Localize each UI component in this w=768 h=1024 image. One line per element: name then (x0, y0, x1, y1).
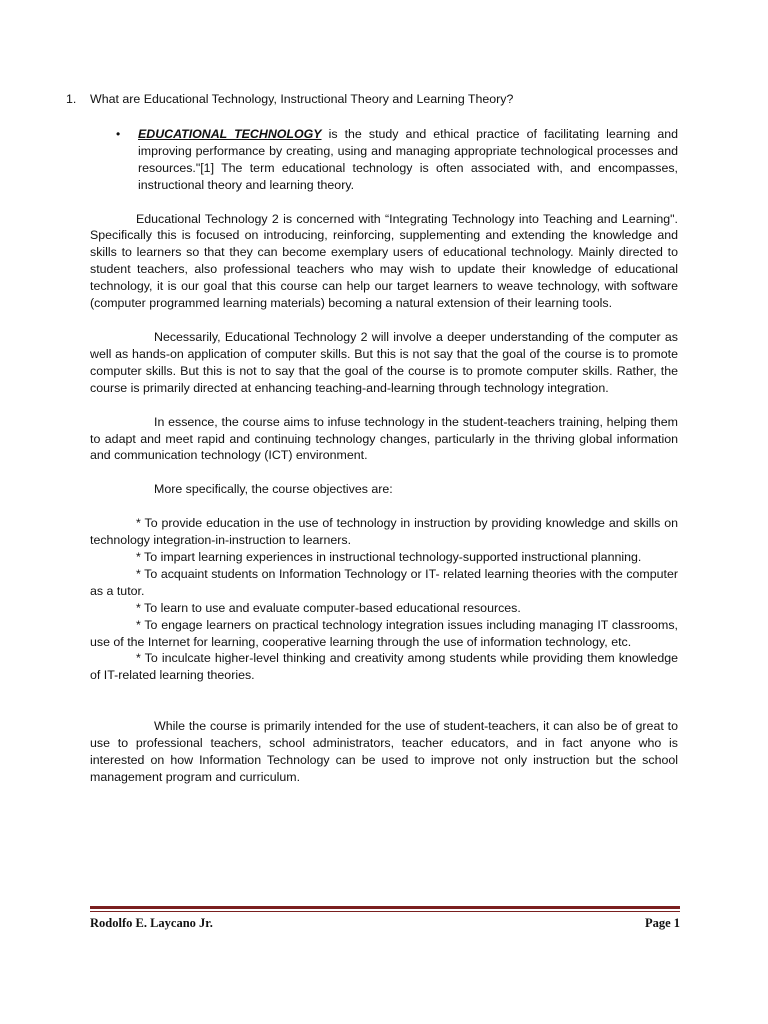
footer-page-number: Page 1 (644, 916, 680, 930)
footer-author: Rodolfo E. Laycano Jr. (90, 916, 213, 930)
definition-text-block (138, 126, 678, 194)
objective-item: * To acquaint students on Information Technology or IT- related learning theories with the computer as a tutor. (90, 566, 678, 598)
objective-item: * To engage learners on practical technology integration issues including managing IT classrooms, use of the Internet for learning, cooperative learning through the use of information technology, etc. (90, 617, 678, 649)
objectives-heading: More specifically, the course objectives are: (154, 482, 393, 497)
question-heading (66, 91, 678, 108)
footer-rule-thick (90, 906, 680, 909)
definition-text: is the study and ethical practice of facilitating learning and improving performance by creating, using and managing appropriate technological processes and resources."[1] The term educational technology is often associated with, and encompasses, instructional theory and learning theory. (138, 126, 678, 192)
page-footer (90, 916, 680, 931)
footer-rule-thin (90, 911, 680, 912)
paragraph-course-overview: Educational Technology 2 is concerned with “Integrating Technology into Teaching and Learning". Specifically this is focused on introducing, reinforcing, supplementing and extending the knowledge and skills to learners so that they can become exemplary users of educational technology. Mainly directed to student teachers, also professional teachers who may wish to update their knowledge of educational technology, it is our goal that this course can help our target learners to weave technology, with software (computer programmed learning materials) becoming a natural extension of their learning tools. (90, 211, 678, 311)
question-number: 1. (66, 92, 77, 106)
definition-term: EDUCATIONAL TECHNOLOGY (138, 126, 322, 141)
document-body (66, 91, 678, 803)
objective-item: * To impart learning experiences in instructional technology-supported instructional planning. (136, 550, 642, 565)
objectives-list (90, 515, 678, 684)
paragraph-computer-skills: Necessarily, Educational Technology 2 will involve a deeper understanding of the computer as well as hands-on application of computer skills. But this is not say that the goal of the course is to promote computer skills. But this is not to say that the goal of the course is to promote computer skills. Rather, the course is primarily directed at enhancing teaching-and-learning through technology integration. (90, 329, 678, 395)
bullet-icon: • (116, 126, 121, 141)
objective-item: * To provide education in the use of technology in instruction by providing knowledge and skills on technology integration-in-instruction to learners. (90, 516, 678, 548)
definition-bullet (116, 126, 678, 194)
question-text: What are Educational Technology, Instructional Theory and Learning Theory? (90, 92, 514, 106)
paragraph-essence: In essence, the course aims to infuse technology in the student-teachers training, helping them to adapt and meet rapid and continuing technology changes, particularly in the thriving global information and communication technology (ICT) environment. (90, 414, 678, 463)
paragraph-audience: While the course is primarily intended for the use of student-teachers, it can also be of great to use to professional teachers, school administrators, teacher educators, and in fact anyone who is interested on how Information Technology can be used to improve not only instruction but the school management program and curriculum. (90, 719, 678, 784)
objective-item: * To inculcate higher-level thinking and creativity among students while providing them knowledge of IT-related learning theories. (90, 651, 678, 683)
objective-item: * To learn to use and evaluate computer-based educational resources. (136, 600, 521, 615)
